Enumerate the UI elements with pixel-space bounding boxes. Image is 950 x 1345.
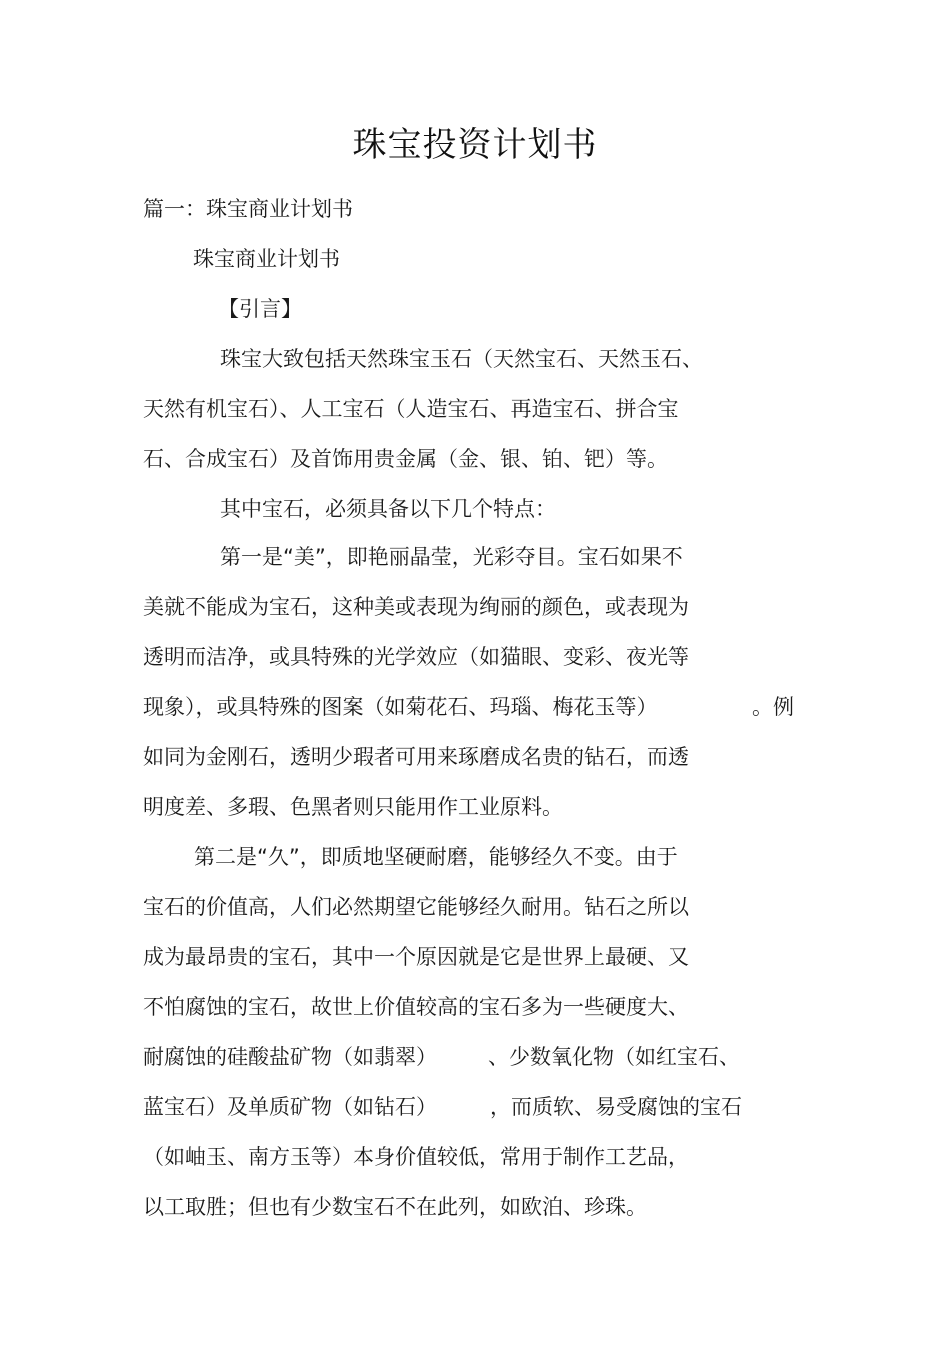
paragraph-line: 如同为金刚石，透明少瑕者可用来琢磨成名贵的钻石，而透 bbox=[143, 745, 689, 769]
paragraph-line: 成为最昂贵的宝石，其中一个原因就是它是世界上最硬、又 bbox=[143, 945, 689, 969]
paragraph-line: 蓝宝石）及单质矿物（如钻石） bbox=[143, 1095, 437, 1119]
intro-label: 【引言】 bbox=[218, 297, 302, 321]
section-heading: 篇一：珠宝商业计划书 bbox=[143, 197, 353, 221]
paragraph-line: 以工取胜；但也有少数宝石不在此列，如欧泊、珍珠。 bbox=[143, 1195, 647, 1219]
paragraph-line: 宝石的价值高，人们必然期望它能够经久耐用。钻石之所以 bbox=[143, 895, 689, 919]
paragraph-line: 耐腐蚀的硅酸盐矿物（如翡翠） bbox=[143, 1045, 437, 1069]
paragraph-line: 珠宝大致包括天然珠宝玉石（天然宝石、天然玉石、 bbox=[220, 347, 703, 371]
paragraph-line: 明度差、多瑕、色黑者则只能用作工业原料。 bbox=[143, 795, 563, 819]
paragraph-line: 第一是“美”，即艳丽晶莹，光彩夺目。宝石如果不 bbox=[220, 545, 683, 569]
paragraph-line: 美就不能成为宝石，这种美或表现为绚丽的颜色，或表现为 bbox=[143, 595, 689, 619]
paragraph-line: 天然有机宝石）、人工宝石（人造宝石、再造宝石、拼合宝 bbox=[143, 397, 679, 421]
paragraph-line: （如岫玉、南方玉等）本身价值较低，常用于制作工艺品， bbox=[143, 1145, 689, 1169]
paragraph-line: 石、合成宝石）及首饰用贵金属（金、银、铂、钯）等。 bbox=[143, 447, 668, 471]
paragraph-line: 、少数氧化物（如红宝石、 bbox=[488, 1045, 740, 1069]
paragraph-line: 。例 bbox=[752, 695, 794, 719]
document-subtitle: 珠宝商业计划书 bbox=[193, 247, 340, 271]
document-title: 珠宝投资计划书 bbox=[352, 125, 598, 165]
paragraph-line: 第二是“久”，即质地坚硬耐磨，能够经久不变。由于 bbox=[194, 845, 678, 869]
paragraph-line: 其中宝石，必须具备以下几个特点： bbox=[220, 497, 556, 521]
paragraph-line: 透明而洁净，或具特殊的光学效应（如猫眼、变彩、夜光等 bbox=[143, 645, 689, 669]
paragraph-line: ，而质软、易受腐蚀的宝石 bbox=[490, 1095, 742, 1119]
paragraph-line: 现象），或具特殊的图案（如菊花石、玛瑙、梅花玉等） bbox=[143, 695, 658, 719]
paragraph-line: 不怕腐蚀的宝石，故世上价值较高的宝石多为一些硬度大、 bbox=[143, 995, 689, 1019]
